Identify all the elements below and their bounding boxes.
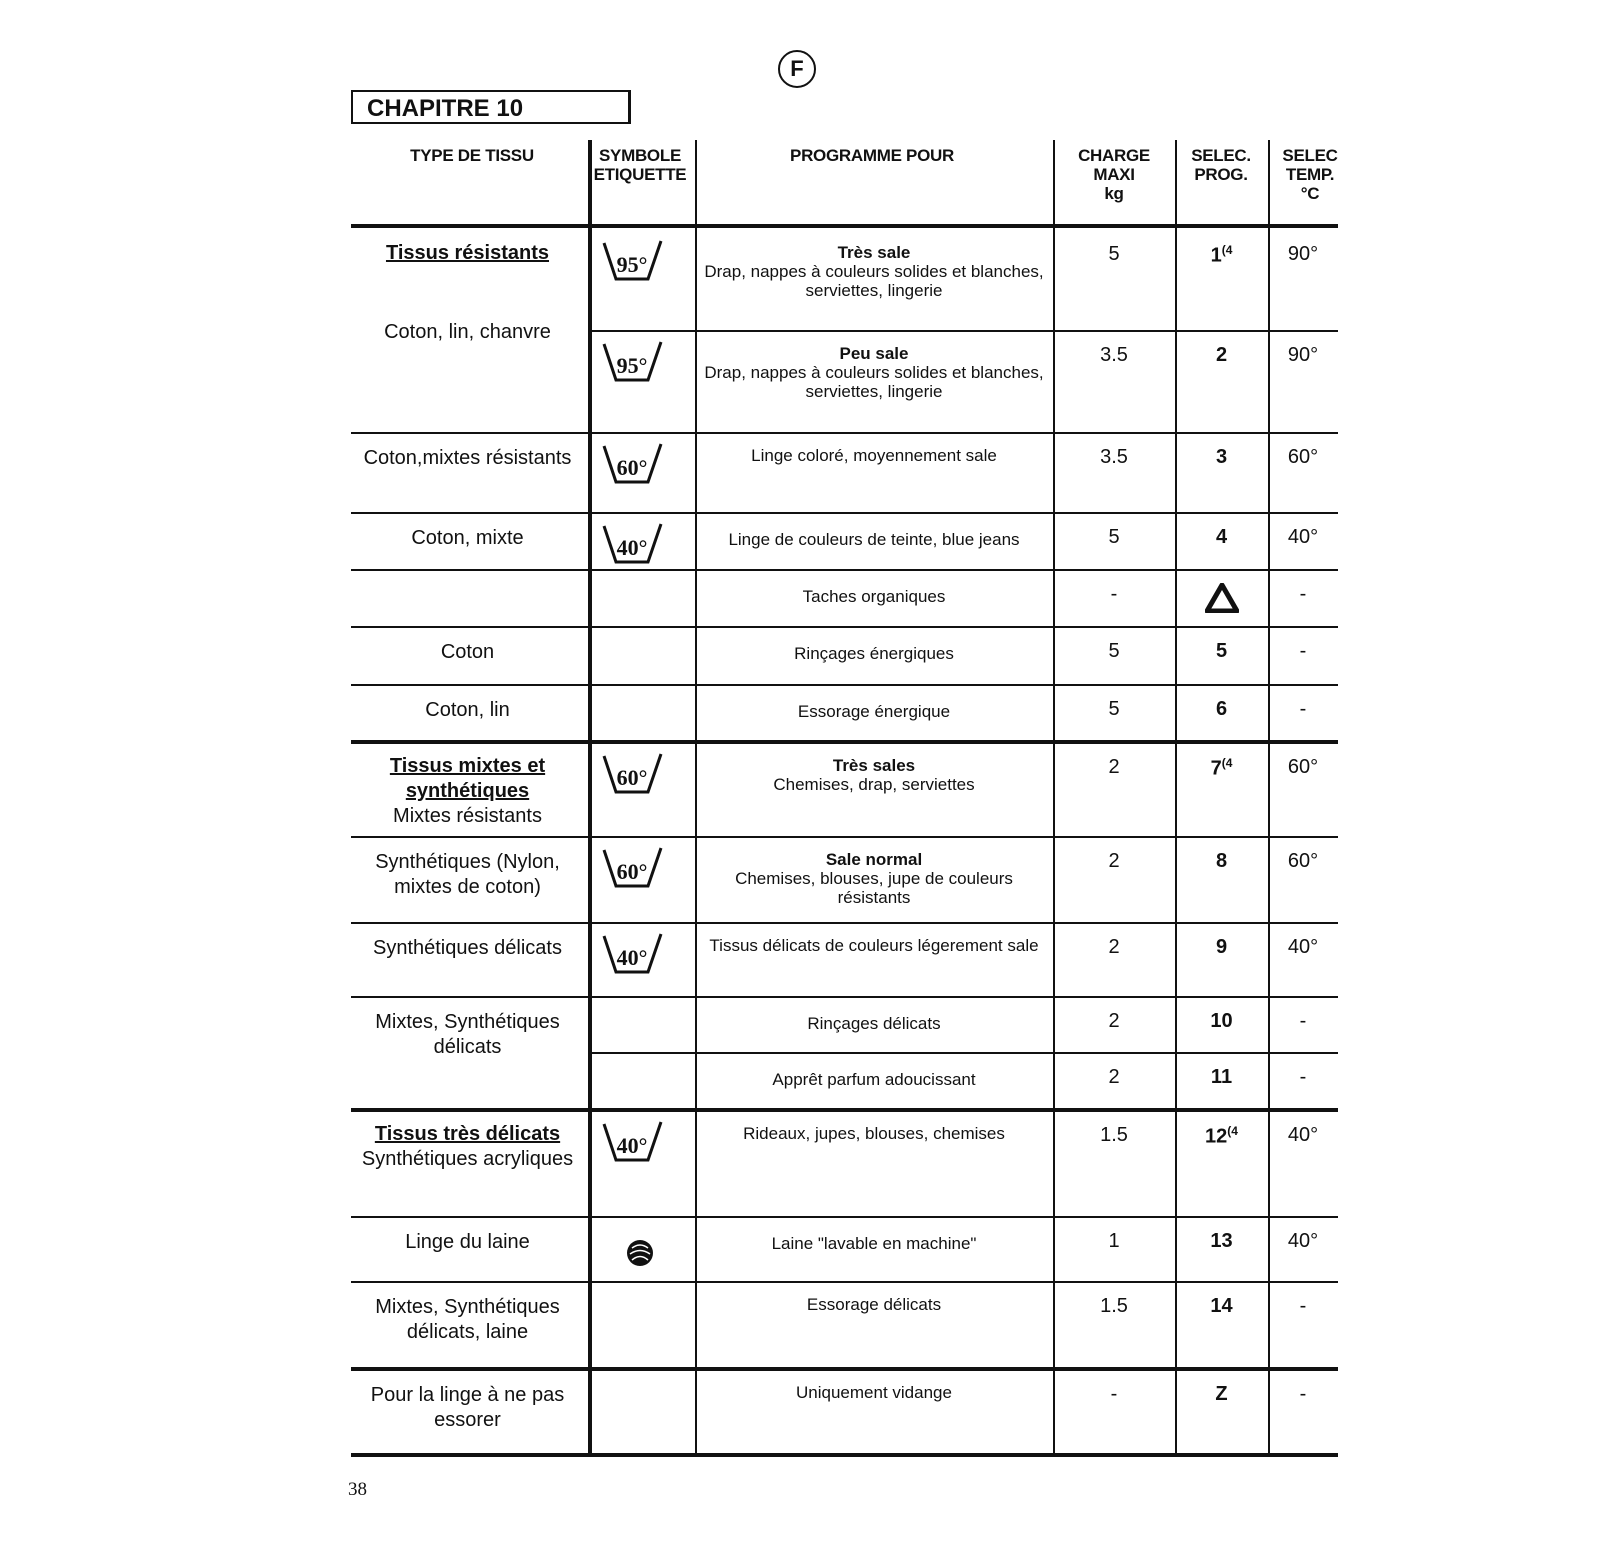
max-load: 2 (1108, 1066, 1120, 1088)
max-load: 1.5 (1100, 1124, 1128, 1146)
row-rule (351, 996, 1338, 998)
fabric-name: Synthétiques délicats (372, 937, 562, 959)
fabric-type-cell (351, 1383, 584, 1433)
wash-tub-icon (602, 1120, 664, 1166)
wool-skein-icon (624, 1236, 656, 1268)
temperature: - (1299, 698, 1307, 720)
footnote-ref: (4 (1221, 756, 1233, 770)
fabric-category: Tissus résistants (385, 242, 550, 264)
temperature: 40° (1287, 936, 1319, 958)
wash-tub-icon (602, 752, 664, 798)
program-number: 11 (1210, 1066, 1233, 1088)
program-title: Très sale (837, 243, 911, 262)
program-description (701, 1014, 1047, 1033)
max-load: 5 (1108, 526, 1120, 548)
program-selector (1175, 640, 1268, 663)
section-rule (351, 740, 1338, 744)
col-header-temp: SELEC TEMP. °C (1282, 146, 1338, 203)
program-description (701, 1070, 1047, 1089)
program-text: Essorage énergique (797, 702, 951, 721)
row-rule (351, 1281, 1338, 1283)
program-number: 8 (1215, 850, 1228, 872)
divider-col (695, 140, 697, 1455)
row-rule (351, 626, 1338, 628)
fabric-type-cell (351, 1010, 584, 1060)
col-header-symbole: SYMBOLE ETIQUETTE (593, 146, 687, 184)
fabric-type-cell (351, 241, 584, 266)
section-rule (351, 1108, 1338, 1112)
row-rule (351, 432, 1338, 434)
program-selector (1175, 344, 1268, 367)
program-description (701, 530, 1047, 549)
program-text: Rinçages énergiques (794, 644, 954, 663)
max-load: 1.5 (1100, 1295, 1128, 1317)
program-number: 9 (1215, 936, 1228, 958)
divider-col (1268, 140, 1270, 1455)
program-description (701, 243, 1047, 300)
program-number: 5 (1215, 640, 1228, 662)
max-load: 5 (1108, 640, 1120, 662)
fabric-name: Mixtes résistants (393, 805, 542, 827)
temperature: 40° (1287, 1124, 1319, 1146)
program-number: 13 (1210, 1230, 1233, 1252)
program-number: 6 (1215, 698, 1228, 720)
program-text: Drap, nappes à couleurs solides et blanches, serviettes, lingerie (704, 262, 1044, 300)
max-load: 3.5 (1100, 446, 1128, 468)
section-rule (351, 1367, 1338, 1371)
max-load: 5 (1108, 698, 1120, 720)
fabric-type-cell (351, 754, 584, 829)
temperature: 60° (1287, 446, 1319, 468)
program-description (701, 1124, 1047, 1143)
program-description (701, 446, 1047, 465)
program-number: 4 (1215, 526, 1228, 548)
program-description (701, 644, 1047, 663)
fabric-type-cell (351, 1295, 584, 1345)
footnote-ref: (4 (1221, 243, 1233, 257)
fabric-category: Tissus mixtes et synthétiques (389, 755, 546, 802)
fabric-name: Mixtes, Synthétiques délicats, laine (375, 1296, 560, 1343)
temperature: - (1299, 583, 1307, 605)
fabric-type-cell (351, 1230, 584, 1255)
max-load: 2 (1108, 936, 1120, 958)
program-text: Linge de couleurs de teinte, blue jeans (728, 530, 1020, 549)
program-number: 1 (1210, 244, 1222, 267)
program-text: Essorage délicats (806, 1295, 942, 1314)
program-selector (1175, 756, 1268, 781)
fabric-type-cell (351, 698, 584, 723)
wash-tub-icon (602, 239, 664, 285)
program-selector (1175, 243, 1268, 268)
program-text: Chemises, drap, serviettes (773, 775, 975, 794)
wash-temp-label: 95° (616, 353, 648, 378)
max-load: 2 (1108, 1010, 1120, 1032)
chapter-title: CHAPITRE 10 (351, 90, 631, 124)
program-title: Très sales (832, 756, 916, 775)
program-text: Uniquement vidange (796, 1383, 952, 1402)
program-description (701, 936, 1047, 955)
wash-tub-icon (602, 442, 664, 488)
fabric-name: Coton, lin (425, 699, 510, 721)
program-selector (1175, 1230, 1268, 1253)
wash-tub-icon (602, 932, 664, 978)
program-selector (1175, 526, 1268, 549)
temperature: 90° (1287, 243, 1319, 265)
program-text: Linge coloré, moyennement sale (751, 446, 997, 465)
temperature: - (1299, 1010, 1307, 1032)
row-rule (351, 569, 1338, 571)
wash-temp-label: 40° (616, 945, 648, 970)
fabric-name: Synthétiques (Nylon, mixtes de coton) (375, 851, 560, 898)
temperature: 60° (1287, 850, 1319, 872)
temperature: - (1299, 1383, 1307, 1405)
program-text: Rinçages délicats (807, 1014, 941, 1033)
fabric-name: Coton,mixtes résistants (363, 447, 572, 469)
max-load: 5 (1108, 243, 1120, 265)
program-selector (1175, 1124, 1268, 1149)
fabric-type-cell (351, 446, 584, 471)
program-description (701, 344, 1047, 401)
temperature: - (1299, 1295, 1307, 1317)
language-badge: F (778, 50, 816, 88)
divider-col (1175, 140, 1177, 1455)
program-number: 3 (1215, 446, 1228, 468)
fabric-name: Synthétiques acryliques (361, 1148, 574, 1170)
program-description (701, 1234, 1047, 1253)
row-rule (351, 836, 1338, 838)
wash-temp-label: 95° (616, 252, 648, 277)
row-rule (351, 1216, 1338, 1218)
fabric-type-cell (351, 850, 584, 900)
max-load: 3.5 (1100, 344, 1128, 366)
max-load: 2 (1108, 756, 1120, 778)
program-text: Drap, nappes à couleurs solides et blanches, serviettes, lingerie (704, 363, 1044, 401)
col-header-programme: PROGRAMME POUR (790, 146, 954, 165)
fabric-type-cell (351, 936, 584, 961)
program-text: Rideaux, jupes, blouses, chemises (743, 1124, 1005, 1143)
program-number: 2 (1215, 344, 1228, 366)
program-selector (1175, 1295, 1268, 1318)
program-text: Taches organiques (802, 587, 946, 606)
section-rule (351, 1453, 1338, 1457)
program-description (701, 756, 1047, 794)
wash-temp-label: 40° (616, 1133, 648, 1158)
wash-temp-label: 60° (616, 765, 648, 790)
program-selector (1175, 1066, 1268, 1089)
wash-tub-icon (602, 340, 664, 386)
max-load: - (1110, 1383, 1118, 1405)
program-selector (1175, 446, 1268, 469)
program-selector (1175, 1383, 1268, 1406)
fabric-name: Mixtes, Synthétiques délicats (375, 1011, 560, 1058)
program-number: 7 (1210, 757, 1222, 780)
temperature: 60° (1287, 756, 1319, 778)
temperature: 40° (1287, 1230, 1319, 1252)
row-rule (351, 922, 1338, 924)
program-text: Chemises, blouses, jupe de couleurs résistants (735, 869, 1013, 907)
warning-triangle-icon (1175, 583, 1268, 613)
max-load: - (1110, 583, 1118, 605)
divider-symbol (588, 140, 592, 1455)
row-rule (351, 512, 1338, 514)
divider-col (1053, 140, 1055, 1455)
program-number: 10 (1210, 1010, 1233, 1032)
program-text: Tissus délicats de couleurs légerement sale (709, 936, 1039, 955)
fabric-name: Coton (440, 641, 495, 663)
fabric-type-cell (351, 320, 584, 345)
program-selector (1175, 936, 1268, 959)
fabric-category: Tissus très délicats (374, 1123, 561, 1145)
temperature: 40° (1287, 526, 1319, 548)
program-description (701, 850, 1047, 907)
header-rule (351, 224, 1338, 228)
wash-temp-label: 60° (616, 455, 648, 480)
col-header-charge: CHARGE MAXI kg (1078, 146, 1150, 203)
page-number: 38 (348, 1479, 367, 1500)
max-load: 1 (1108, 1230, 1120, 1252)
fabric-name: Coton, lin, chanvre (384, 321, 551, 343)
wash-temp-label: 60° (616, 859, 648, 884)
fabric-name: Pour la linge à ne pas essorer (370, 1384, 565, 1431)
wash-tub-icon (602, 846, 664, 892)
program-description (701, 702, 1047, 721)
program-title: Sale normal (825, 850, 923, 869)
temperature: - (1299, 1066, 1307, 1088)
program-number: 14 (1210, 1295, 1233, 1317)
fabric-name: Linge du laine (405, 1231, 530, 1253)
program-selector (1175, 850, 1268, 873)
row-rule (351, 684, 1338, 686)
row-rule (590, 1052, 1338, 1054)
temperature: 90° (1287, 344, 1319, 366)
col-header-type: TYPE DE TISSU (410, 146, 534, 165)
program-description (701, 1295, 1047, 1314)
program-text: Laine "lavable en machine" (771, 1234, 977, 1253)
program-text: Apprêt parfum adoucissant (772, 1070, 976, 1089)
footnote-ref: (4 (1227, 1124, 1238, 1138)
row-rule (590, 330, 1338, 332)
program-selector (1175, 1010, 1268, 1033)
program-number: 12 (1205, 1125, 1228, 1148)
program-title: Peu sale (839, 344, 909, 363)
max-load: 2 (1108, 850, 1120, 872)
temperature: - (1299, 640, 1307, 662)
col-header-prog: SELEC. PROG. (1191, 146, 1251, 184)
program-description (701, 1383, 1047, 1402)
fabric-name: Coton, mixte (411, 527, 524, 549)
program-number: Z (1215, 1383, 1228, 1405)
fabric-type-cell (351, 640, 584, 665)
fabric-type-cell (351, 526, 584, 551)
wash-tub-icon (602, 522, 664, 568)
fabric-type-cell (351, 1122, 584, 1172)
program-description (701, 587, 1047, 606)
program-selector (1175, 698, 1268, 721)
wash-temp-label: 40° (616, 535, 648, 560)
